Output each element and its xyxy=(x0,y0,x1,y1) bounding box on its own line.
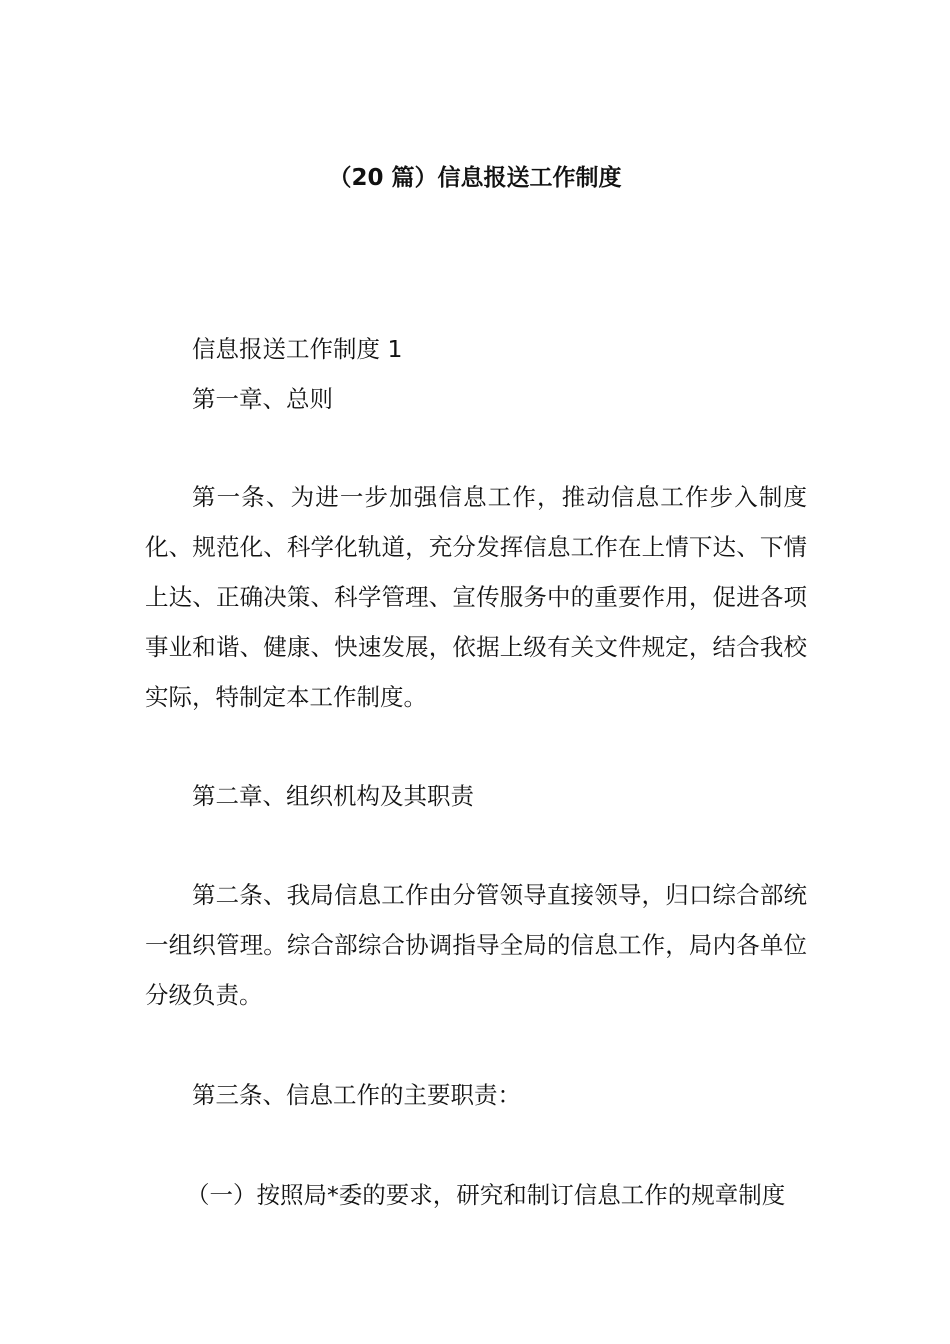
article-3-heading: 第三条、信息工作的主要职责： xyxy=(192,1081,521,1109)
article-2-paragraph: 第二条、我局信息工作由分管领导直接领导，归口综合部统一组织管理。综合部综合协调指导全局的信息工作，局内各单位分级负责。 xyxy=(145,881,807,1009)
section-heading: 信息报送工作制度 1 xyxy=(192,335,403,363)
document-title: （20 篇）信息报送工作制度 xyxy=(328,165,622,191)
article-1-paragraph: 第一条、为进一步加强信息工作，推动信息工作步入制度化、规范化、科学化轨道，充分发挥信息工作在上情下达、下情上达、正确决策、科学管理、宣传服务中的重要作用，促进各项事业和谐、健康、快速发展，依据上级有关文件规定，结合我校实际，特制定本工作制度。 xyxy=(145,483,807,711)
article-3-item-1: （一）按照局*委的要求，研究和制订信息工作的规章制度 xyxy=(186,1181,786,1209)
chapter-1-heading: 第一章、总则 xyxy=(192,385,333,413)
chapter-2-heading: 第二章、组织机构及其职责 xyxy=(192,782,474,810)
